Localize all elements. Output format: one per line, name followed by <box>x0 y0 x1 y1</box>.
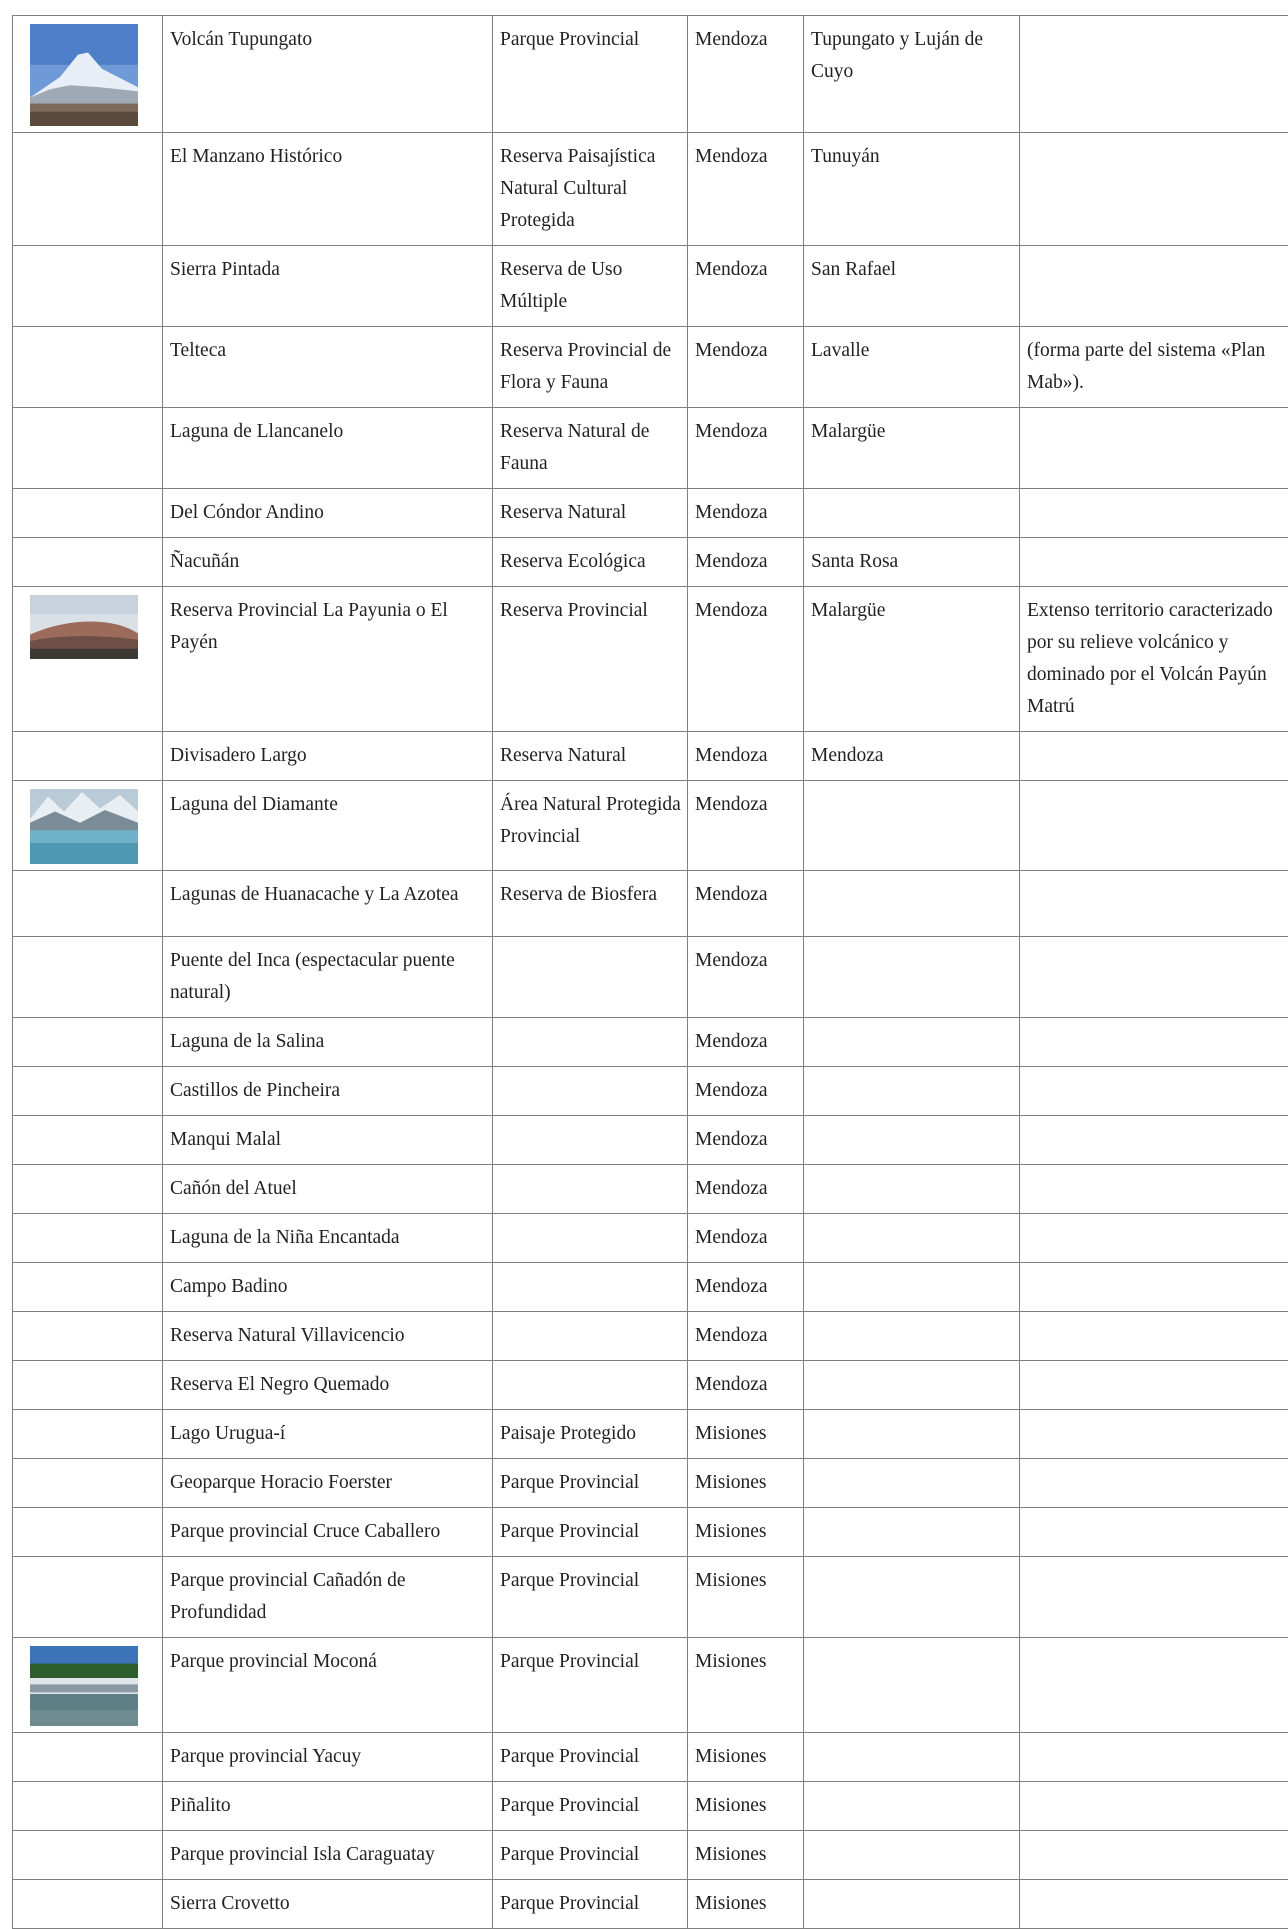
notes-cell <box>1020 1831 1288 1880</box>
notes-cell <box>1020 781 1288 871</box>
notes-cell: (forma parte del sistema «Plan Mab»). <box>1020 327 1288 408</box>
province-cell: Mendoza <box>688 1361 804 1410</box>
table-row <box>13 781 1288 871</box>
province-cell: Mendoza <box>688 1165 804 1214</box>
image-cell <box>13 1067 163 1116</box>
notes-cell <box>1020 1782 1288 1831</box>
table-row <box>13 538 1288 587</box>
province-cell: Misiones <box>688 1831 804 1880</box>
province-cell: Mendoza <box>688 327 804 408</box>
name-cell: Laguna de Llancanelo <box>163 408 493 489</box>
image-cell <box>13 1831 163 1880</box>
volcanic-landscape-photo[interactable] <box>30 595 138 659</box>
province-cell: Mendoza <box>688 246 804 327</box>
image-cell <box>13 781 163 871</box>
notes-cell <box>1020 1214 1288 1263</box>
type-cell <box>493 1165 688 1214</box>
image-cell <box>13 871 163 937</box>
notes-cell <box>1020 732 1288 781</box>
department-cell <box>804 1782 1020 1831</box>
name-cell: Reserva El Negro Quemado <box>163 1361 493 1410</box>
table-row <box>13 1880 1288 1929</box>
table-row <box>13 1410 1288 1459</box>
table-row <box>13 871 1288 937</box>
table-row <box>13 489 1288 538</box>
name-cell: Laguna de la Salina <box>163 1018 493 1067</box>
notes-cell <box>1020 1733 1288 1782</box>
image-cell <box>13 1638 163 1733</box>
province-cell: Mendoza <box>688 489 804 538</box>
type-cell: Parque Provincial <box>493 1459 688 1508</box>
notes-cell <box>1020 937 1288 1018</box>
type-cell: Parque Provincial <box>493 1557 688 1638</box>
department-cell <box>804 871 1020 937</box>
name-cell: Geoparque Horacio Foerster <box>163 1459 493 1508</box>
table-row <box>13 1782 1288 1831</box>
department-cell: Tunuyán <box>804 133 1020 246</box>
notes-cell <box>1020 246 1288 327</box>
table-row <box>13 1263 1288 1312</box>
province-cell: Misiones <box>688 1508 804 1557</box>
notes-cell <box>1020 1067 1288 1116</box>
table-row <box>13 1831 1288 1880</box>
image-cell <box>13 1361 163 1410</box>
notes-cell <box>1020 408 1288 489</box>
province-cell: Mendoza <box>688 1214 804 1263</box>
protected-areas-table <box>12 15 1288 1929</box>
type-cell: Reserva Provincial de Flora y Fauna <box>493 327 688 408</box>
province-cell: Mendoza <box>688 1116 804 1165</box>
department-cell <box>804 1214 1020 1263</box>
name-cell: Sierra Crovetto <box>163 1880 493 1929</box>
type-cell: Reserva Ecológica <box>493 538 688 587</box>
name-cell: Campo Badino <box>163 1263 493 1312</box>
notes-cell <box>1020 1880 1288 1929</box>
name-cell: Parque provincial Cañadón de Profundidad <box>163 1557 493 1638</box>
province-cell: Mendoza <box>688 1263 804 1312</box>
image-cell <box>13 133 163 246</box>
notes-cell <box>1020 133 1288 246</box>
notes-cell <box>1020 1361 1288 1410</box>
department-cell: Malargüe <box>804 587 1020 732</box>
notes-cell <box>1020 1508 1288 1557</box>
name-cell: Puente del Inca (espectacular puente natural) <box>163 937 493 1018</box>
province-cell: Mendoza <box>688 587 804 732</box>
province-cell: Misiones <box>688 1638 804 1733</box>
image-cell <box>13 408 163 489</box>
table-row <box>13 1214 1288 1263</box>
notes-cell <box>1020 1263 1288 1312</box>
type-cell <box>493 1312 688 1361</box>
name-cell: Lagunas de Huanacache y La Azotea <box>163 871 493 937</box>
notes-cell <box>1020 1312 1288 1361</box>
department-cell <box>804 1410 1020 1459</box>
department-cell <box>804 1312 1020 1361</box>
department-cell <box>804 1067 1020 1116</box>
image-cell <box>13 1459 163 1508</box>
type-cell: Parque Provincial <box>493 1508 688 1557</box>
notes-cell <box>1020 538 1288 587</box>
department-cell: Tupungato y Luján de Cuyo <box>804 16 1020 133</box>
table-body <box>13 16 1288 1929</box>
notes-cell <box>1020 1638 1288 1733</box>
name-cell: Castillos de Pincheira <box>163 1067 493 1116</box>
table-row <box>13 408 1288 489</box>
table-row <box>13 1557 1288 1638</box>
lagoon-photo[interactable] <box>30 789 138 864</box>
department-cell <box>804 1263 1020 1312</box>
department-cell: San Rafael <box>804 246 1020 327</box>
type-cell: Reserva Provincial <box>493 587 688 732</box>
type-cell: Parque Provincial <box>493 1733 688 1782</box>
province-cell: Mendoza <box>688 1018 804 1067</box>
department-cell: Santa Rosa <box>804 538 1020 587</box>
name-cell: Laguna de la Niña Encantada <box>163 1214 493 1263</box>
province-cell: Mendoza <box>688 538 804 587</box>
province-cell: Mendoza <box>688 732 804 781</box>
table-row <box>13 246 1288 327</box>
image-cell <box>13 1782 163 1831</box>
notes-cell <box>1020 489 1288 538</box>
name-cell: Parque provincial Cruce Caballero <box>163 1508 493 1557</box>
name-cell: El Manzano Histórico <box>163 133 493 246</box>
department-cell: Lavalle <box>804 327 1020 408</box>
department-cell <box>804 1831 1020 1880</box>
type-cell: Parque Provincial <box>493 1782 688 1831</box>
name-cell: Ñacuñán <box>163 538 493 587</box>
department-cell <box>804 1116 1020 1165</box>
notes-cell <box>1020 16 1288 133</box>
department-cell <box>804 781 1020 871</box>
department-cell <box>804 1361 1020 1410</box>
department-cell <box>804 1638 1020 1733</box>
department-cell: Mendoza <box>804 732 1020 781</box>
name-cell: Reserva Natural Villavicencio <box>163 1312 493 1361</box>
notes-cell <box>1020 1165 1288 1214</box>
name-cell: Sierra Pintada <box>163 246 493 327</box>
table-row <box>13 1361 1288 1410</box>
name-cell: Telteca <box>163 327 493 408</box>
province-cell: Mendoza <box>688 871 804 937</box>
department-cell <box>804 1557 1020 1638</box>
province-cell: Mendoza <box>688 937 804 1018</box>
department-cell <box>804 1459 1020 1508</box>
name-cell: Parque provincial Moconá <box>163 1638 493 1733</box>
type-cell: Paisaje Protegido <box>493 1410 688 1459</box>
notes-cell <box>1020 1557 1288 1638</box>
name-cell: Reserva Provincial La Payunia o El Payén <box>163 587 493 732</box>
type-cell: Parque Provincial <box>493 16 688 133</box>
image-cell <box>13 1165 163 1214</box>
type-cell: Reserva Natural <box>493 489 688 538</box>
notes-cell <box>1020 1410 1288 1459</box>
province-cell: Mendoza <box>688 408 804 489</box>
image-cell <box>13 1410 163 1459</box>
table-row <box>13 1165 1288 1214</box>
image-cell <box>13 1312 163 1361</box>
type-cell <box>493 1067 688 1116</box>
table-row <box>13 1733 1288 1782</box>
type-cell <box>493 1214 688 1263</box>
image-cell <box>13 732 163 781</box>
table-row <box>13 1508 1288 1557</box>
image-cell <box>13 1018 163 1067</box>
table-row <box>13 1312 1288 1361</box>
image-cell <box>13 1116 163 1165</box>
waterfall-photo[interactable] <box>30 1646 138 1726</box>
department-cell <box>804 489 1020 538</box>
name-cell: Parque provincial Yacuy <box>163 1733 493 1782</box>
table-row <box>13 16 1288 133</box>
type-cell <box>493 1263 688 1312</box>
name-cell: Lago Urugua-í <box>163 1410 493 1459</box>
type-cell <box>493 937 688 1018</box>
department-cell <box>804 937 1020 1018</box>
image-cell <box>13 489 163 538</box>
table-row <box>13 327 1288 408</box>
notes-cell <box>1020 871 1288 937</box>
type-cell: Reserva Natural <box>493 732 688 781</box>
table-row <box>13 1638 1288 1733</box>
image-cell <box>13 1508 163 1557</box>
type-cell <box>493 1116 688 1165</box>
notes-cell: Extenso territorio caracterizado por su relieve volcánico y dominado por el Volcán Payún Matrú <box>1020 587 1288 732</box>
image-cell <box>13 587 163 732</box>
volcano-photo[interactable] <box>30 24 138 126</box>
image-cell <box>13 1214 163 1263</box>
type-cell: Parque Provincial <box>493 1638 688 1733</box>
type-cell: Área Natural Protegida Provincial <box>493 781 688 871</box>
province-cell: Mendoza <box>688 133 804 246</box>
name-cell: Cañón del Atuel <box>163 1165 493 1214</box>
name-cell: Piñalito <box>163 1782 493 1831</box>
name-cell: Del Cóndor Andino <box>163 489 493 538</box>
type-cell: Reserva Paisajística Natural Cultural Protegida <box>493 133 688 246</box>
type-cell <box>493 1018 688 1067</box>
notes-cell <box>1020 1116 1288 1165</box>
name-cell: Volcán Tupungato <box>163 16 493 133</box>
table-row <box>13 937 1288 1018</box>
table-row <box>13 587 1288 732</box>
image-cell <box>13 246 163 327</box>
table-row <box>13 1067 1288 1116</box>
department-cell <box>804 1880 1020 1929</box>
image-cell <box>13 327 163 408</box>
province-cell: Mendoza <box>688 1312 804 1361</box>
province-cell: Mendoza <box>688 781 804 871</box>
notes-cell <box>1020 1018 1288 1067</box>
type-cell: Reserva de Uso Múltiple <box>493 246 688 327</box>
province-cell: Misiones <box>688 1733 804 1782</box>
table-row <box>13 1459 1288 1508</box>
province-cell: Misiones <box>688 1410 804 1459</box>
type-cell <box>493 1361 688 1410</box>
type-cell: Reserva de Biosfera <box>493 871 688 937</box>
image-cell <box>13 1557 163 1638</box>
department-cell <box>804 1165 1020 1214</box>
province-cell: Mendoza <box>688 16 804 133</box>
name-cell: Manqui Malal <box>163 1116 493 1165</box>
province-cell: Misiones <box>688 1459 804 1508</box>
image-cell <box>13 538 163 587</box>
notes-cell <box>1020 1459 1288 1508</box>
image-cell <box>13 16 163 133</box>
province-cell: Misiones <box>688 1880 804 1929</box>
table-row <box>13 1116 1288 1165</box>
type-cell: Parque Provincial <box>493 1831 688 1880</box>
department-cell <box>804 1508 1020 1557</box>
image-cell <box>13 1880 163 1929</box>
province-cell: Misiones <box>688 1782 804 1831</box>
image-cell <box>13 937 163 1018</box>
table-row <box>13 1018 1288 1067</box>
image-cell <box>13 1263 163 1312</box>
table-row <box>13 133 1288 246</box>
department-cell <box>804 1018 1020 1067</box>
department-cell <box>804 1733 1020 1782</box>
type-cell: Reserva Natural de Fauna <box>493 408 688 489</box>
name-cell: Parque provincial Isla Caraguatay <box>163 1831 493 1880</box>
province-cell: Misiones <box>688 1557 804 1638</box>
image-cell <box>13 1733 163 1782</box>
table-row <box>13 732 1288 781</box>
name-cell: Divisadero Largo <box>163 732 493 781</box>
province-cell: Mendoza <box>688 1067 804 1116</box>
department-cell: Malargüe <box>804 408 1020 489</box>
name-cell: Laguna del Diamante <box>163 781 493 871</box>
type-cell: Parque Provincial <box>493 1880 688 1929</box>
